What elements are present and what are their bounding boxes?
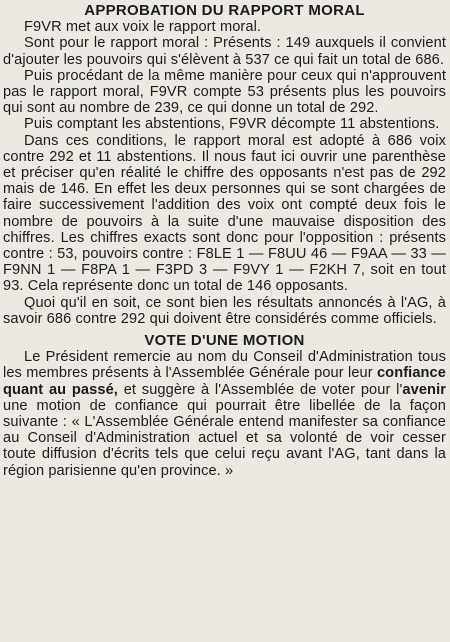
motion-bold-avenir: avenir — [402, 381, 447, 398]
paragraph-official-results: Quoi qu'il en soit, ce sont bien les résultats annoncés à l'AG, à savoir 686 contre 292 qui doivent être considérés comme officiels. — [3, 294, 446, 327]
section-heading-motion: VOTE D'UNE MOTION — [144, 332, 305, 350]
paragraph-vote-call: F9VR met aux voix le rapport moral. — [24, 19, 262, 36]
motion-text-part-1: Le Président remercie au nom du Conseil d'Administration tous les membres présents à l'Assemblée Générale pour leur — [3, 349, 446, 382]
motion-bold-confiance: confiance quant au passé, — [3, 365, 446, 398]
paragraph-correction: Dans ces conditions, le rapport moral est adopté à 686 voix contre 292 et 11 abstentions. Il nous faut ici ouvrir une parenthèse et préciser qu'en réalité le chiffre des opposants n'est pas de 292 mais de 146. En effet les deux personnes qui se sont chargées de faire successivement l'addition des voix ont compté deux fois le nombre de pouvoirs à la suite d'une mauvaise disposition des chiffres. Les chiffres exacts sont donc pour l'opposition : présents contre : 53, pouvoirs contre : F8LE 1 — F8UU 46 — F9AA — 33 — F9NN 1 — F8PA 1 — F3PD 3 — F9VY 1 — F2KH 7, soit en tout 93. Cela représente donc un total de 146 opposants. — [3, 132, 446, 295]
motion-text-part-2: et suggère à l'Assemblée de voter pour l' — [117, 381, 403, 398]
paragraph-abstentions: Puis comptant les abstentions, F9VR décompte 11 abstentions. — [24, 116, 440, 133]
paragraph-votes-against: Puis procédant de la même manière pour ceux qui n'approuvent pas le rapport moral, F9VR compte 53 présents plus les pouvoirs qui sont au nombre de 239, ce qui donne un total de 292. — [3, 67, 446, 117]
paragraph-votes-for: Sont pour le rapport moral : Présents : 149 auxquels il convient d'ajouter les pouvoirs qui s'élèvent à 537 ce qui fait un total de 686. — [3, 35, 446, 68]
section-heading-approbation: APPROBATION DU RAPPORT MORAL — [84, 2, 365, 19]
motion-text-part-3: une motion de confiance qui pourrait être libellée de la façon suivante : « L'Assemblée Générale entend manifester sa confiance au Conseil d'Administration actuel et sa volonté de voir cesser toute diffusion d'écrits tels que celui reçu avant l'AG, tant dans la région parisienne qu'en province. » — [3, 397, 446, 479]
paragraph-motion — [3, 349, 446, 479]
